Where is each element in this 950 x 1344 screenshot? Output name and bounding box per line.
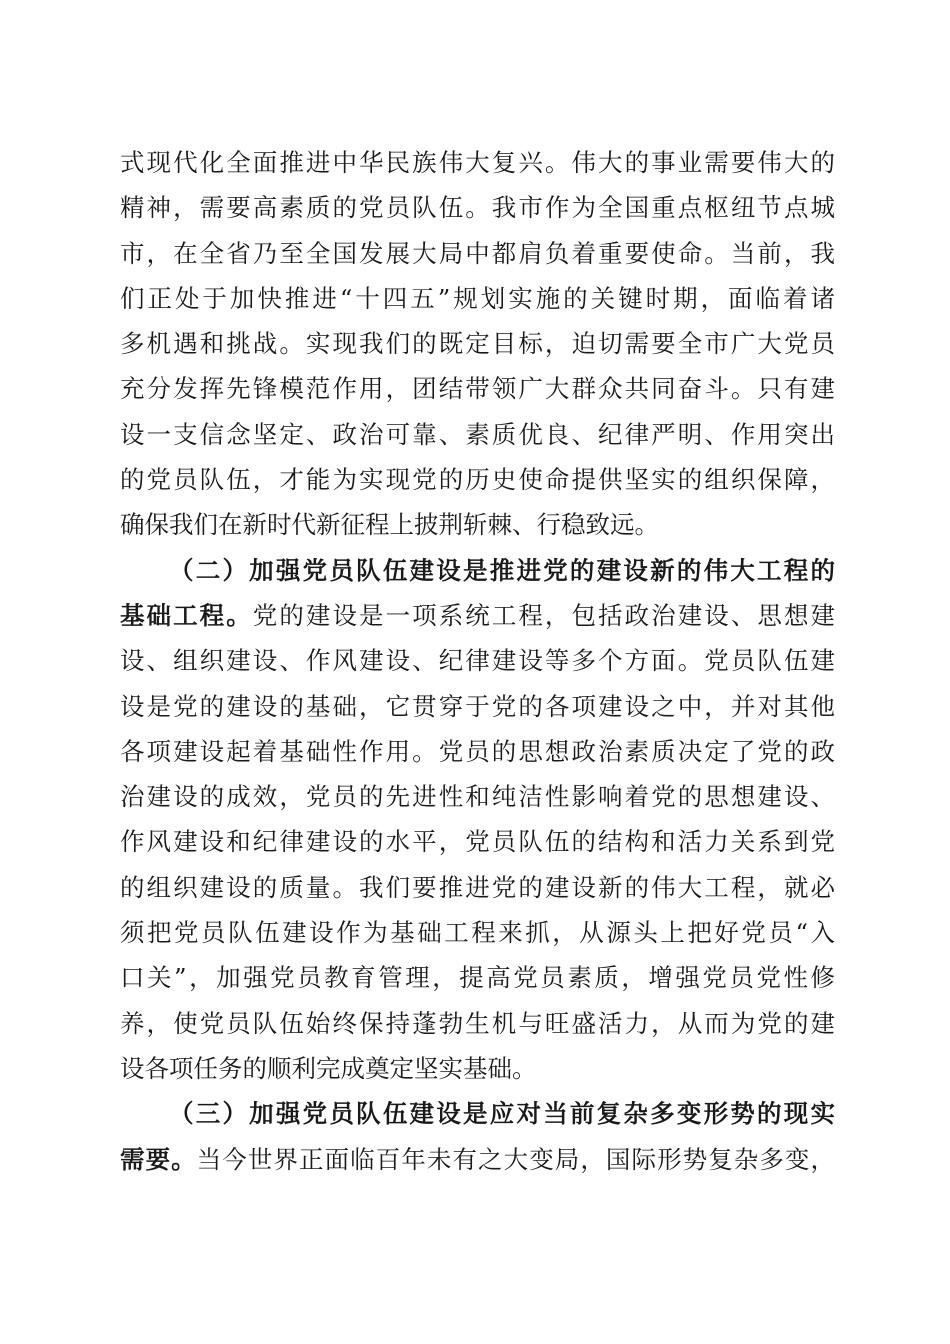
text-line: 充分发挥先锋模范作用，团结带领广大群众共同奋斗。只有建 [120, 374, 835, 404]
text-line [120, 1137, 835, 1182]
text-line: 确保我们在新时代新征程上披荆斩棘、行稳致远。 [120, 510, 659, 540]
text-segment: 当今世界正面临百年未有之大变局，国际形势复杂多变， [196, 1144, 835, 1174]
text-line: 们正处于加快推进“十四五”规划实施的关键时期，面临着诸 [120, 283, 835, 313]
text-line: 的组织建设的质量。我们要推进党的建设新的伟大工程，就必 [120, 872, 835, 902]
text-line: 各项建设起着基础性作用。党员的思想政治素质决定了党的政 [120, 736, 835, 766]
text-line: 设是党的建设的基础，它贯穿于党的各项建设之中，并对其他 [120, 691, 835, 721]
text-line: 多机遇和挑战。实现我们的既定目标，迫切需要全市广大党员 [120, 329, 835, 359]
text-line: 式现代化全面推进中华民族伟大复兴。伟大的事业需要伟大的 [120, 148, 835, 177]
section-heading-3: （三）加强党员队伍建设是应对当前复杂多变形势的现实 [169, 1099, 835, 1129]
text-line: 治建设的成效，党员的先进性和纯洁性影响着党的思想建设、 [120, 782, 835, 812]
text-line: 设各项任务的顺利完成奠定坚实基础。 [120, 1053, 537, 1083]
section-heading-3-end: 需要。 [120, 1144, 197, 1174]
text-segment: 党的建设是一项系统工程，包括政治建设、思想建 [252, 600, 835, 630]
paragraph-3 [120, 1091, 835, 1182]
text-line: 养，使党员队伍始终保持蓬勃生机与旺盛活力，从而为党的建 [120, 1008, 835, 1038]
text-line: 设一支信念坚定、政治可靠、素质优良、纪律严明、作用突出 [120, 419, 835, 449]
text-line: 精神，需要高素质的党员队伍。我市作为全国重点枢纽节点城 [120, 193, 835, 223]
text-line: 市，在全省乃至全国发展大局中都肩负着重要使命。当前，我 [120, 238, 835, 268]
text-line: 口关”，加强党员教育管理，提高党员素质，增强党员党性修 [120, 963, 835, 993]
text-line: 的党员队伍，才能为实现党的历史使命提供坚实的组织保障， [120, 465, 835, 495]
text-line: 须把党员队伍建设作为基础工程来抓，从源头上把好党员“入 [120, 918, 835, 948]
section-heading-2: （二）加强党员队伍建设是推进党的建设新的伟大工程的 [169, 555, 835, 585]
paragraph-1 [120, 140, 835, 548]
text-line: 作风建设和纪律建设的水平，党员队伍的结构和活力关系到党 [120, 827, 835, 857]
document-body [120, 140, 835, 1182]
text-line: 设、组织建设、作风建设、纪律建设等多个方面。党员队伍建 [120, 646, 835, 676]
section-heading-2-end: 基础工程。 [120, 600, 253, 630]
paragraph-2 [120, 548, 835, 1092]
text-line [120, 593, 835, 638]
